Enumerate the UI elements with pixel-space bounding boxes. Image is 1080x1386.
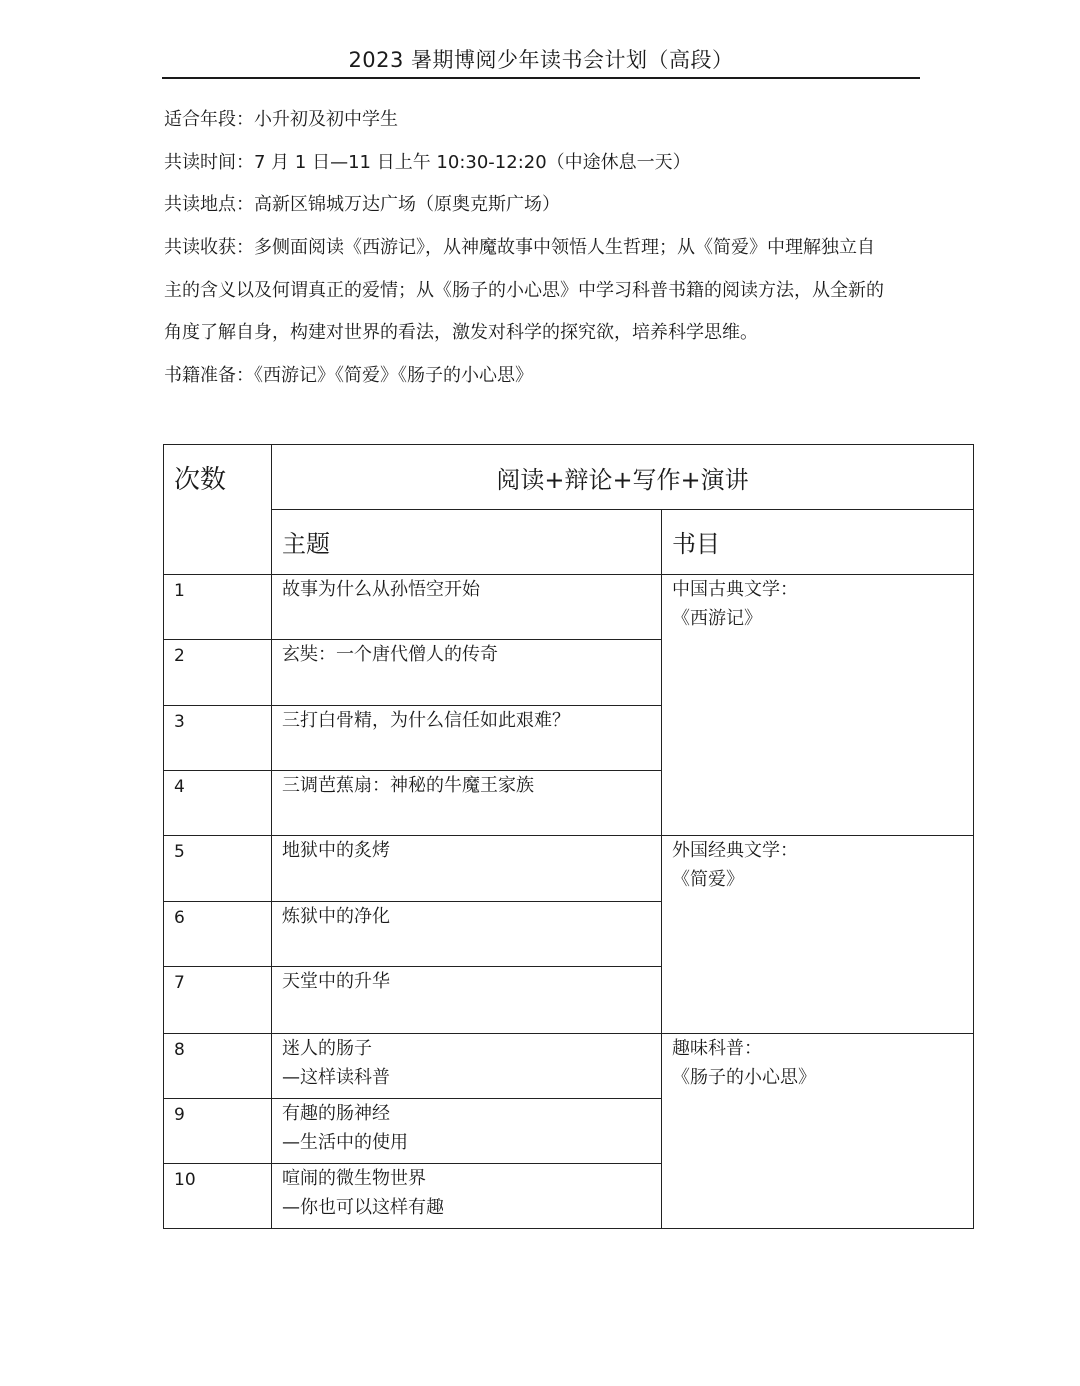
session-number: 5	[164, 836, 272, 901]
table-subheader-row	[164, 510, 974, 575]
topic-subtitle: —生活中的使用	[282, 1131, 408, 1153]
session-topic	[272, 901, 662, 966]
session-number: 10	[164, 1163, 272, 1228]
table-row	[164, 575, 974, 640]
session-number: 4	[164, 771, 272, 836]
topic-title: 故事为什么从孙悟空开始	[282, 579, 480, 601]
table-header-row	[164, 445, 974, 510]
session-topic	[272, 966, 662, 1033]
header-activities: 阅读+辩论+写作+演讲	[272, 445, 974, 510]
topic-title: 喧闹的微生物世界	[282, 1167, 426, 1189]
book-cell-gut	[662, 1033, 974, 1228]
topic-subtitle: —这样读科普	[282, 1066, 390, 1088]
session-topic	[272, 706, 662, 771]
topic-title: 玄奘：一个唐代僧人的传奇	[282, 644, 498, 666]
book-category: 趣味科普：	[672, 1037, 762, 1059]
session-topic	[272, 1033, 662, 1098]
document-title: 2023 暑期博阅少年读书会计划（高段）	[348, 48, 734, 72]
book-title: 《简爱》	[672, 869, 744, 891]
topic-title: 天堂中的升华	[282, 970, 390, 992]
header-count: 次数	[164, 445, 272, 575]
topic-title: 迷人的肠子	[282, 1037, 372, 1059]
header-topic: 主题	[272, 510, 662, 575]
header-books: 书目	[662, 510, 974, 575]
session-topic	[272, 836, 662, 901]
session-topic	[272, 1098, 662, 1163]
info-grade-line: 适合年段：小升初及初中学生	[164, 109, 398, 130]
session-topic	[272, 575, 662, 640]
book-title: 《西游记》	[672, 608, 762, 630]
topic-title: 有趣的肠神经	[282, 1102, 390, 1124]
topic-title: 地狱中的炙烤	[282, 840, 390, 862]
info-location-line: 共读地点：高新区锦城万达广场（原奥克斯广场）	[164, 194, 560, 216]
book-cell-xiyouji	[662, 575, 974, 836]
topic-title: 炼狱中的净化	[282, 905, 390, 927]
book-category: 外国经典文学：	[672, 840, 798, 862]
topic-title: 三调芭蕉扇：神秘的牛魔王家族	[282, 775, 534, 797]
session-number: 3	[164, 706, 272, 771]
info-gains-line-2: 主的含义以及何谓真正的爱情；从《肠子的小心思》中学习科普书籍的阅读方法，从全新的	[164, 279, 884, 301]
reading-plan-table	[163, 444, 974, 1229]
book-title: 《肠子的小心思》	[672, 1066, 816, 1088]
table-row	[164, 836, 974, 901]
session-number: 9	[164, 1098, 272, 1163]
session-topic	[272, 771, 662, 836]
info-time-line: 共读时间：7 月 1 日—11 日上午 10:30-12:20（中途休息一天）	[164, 151, 691, 173]
session-topic	[272, 640, 662, 706]
session-topic	[272, 1163, 662, 1228]
info-gains-line-3: 角度了解自身，构建对世界的看法，激发对科学的探究欲，培养科学思维。	[164, 322, 758, 344]
topic-title: 三打白骨精，为什么信任如此艰难？	[282, 710, 570, 732]
session-number: 2	[164, 640, 272, 706]
table-row	[164, 1033, 974, 1098]
info-books-line: 书籍准备：《西游记》《简爱》《肠子的小心思》	[164, 365, 533, 387]
info-section	[164, 99, 924, 398]
info-gains-line-1: 共读收获：多侧面阅读《西游记》，从神魔故事中领悟人生哲理；从《简爱》中理解独立自	[164, 237, 875, 259]
book-category: 中国古典文学：	[672, 579, 798, 601]
topic-subtitle: —你也可以这样有趣	[282, 1196, 444, 1218]
session-number: 7	[164, 966, 272, 1033]
session-number: 1	[164, 575, 272, 640]
title-underline	[162, 77, 920, 79]
book-cell-jane-eyre	[662, 836, 974, 1033]
session-number: 8	[164, 1033, 272, 1098]
session-number: 6	[164, 901, 272, 966]
